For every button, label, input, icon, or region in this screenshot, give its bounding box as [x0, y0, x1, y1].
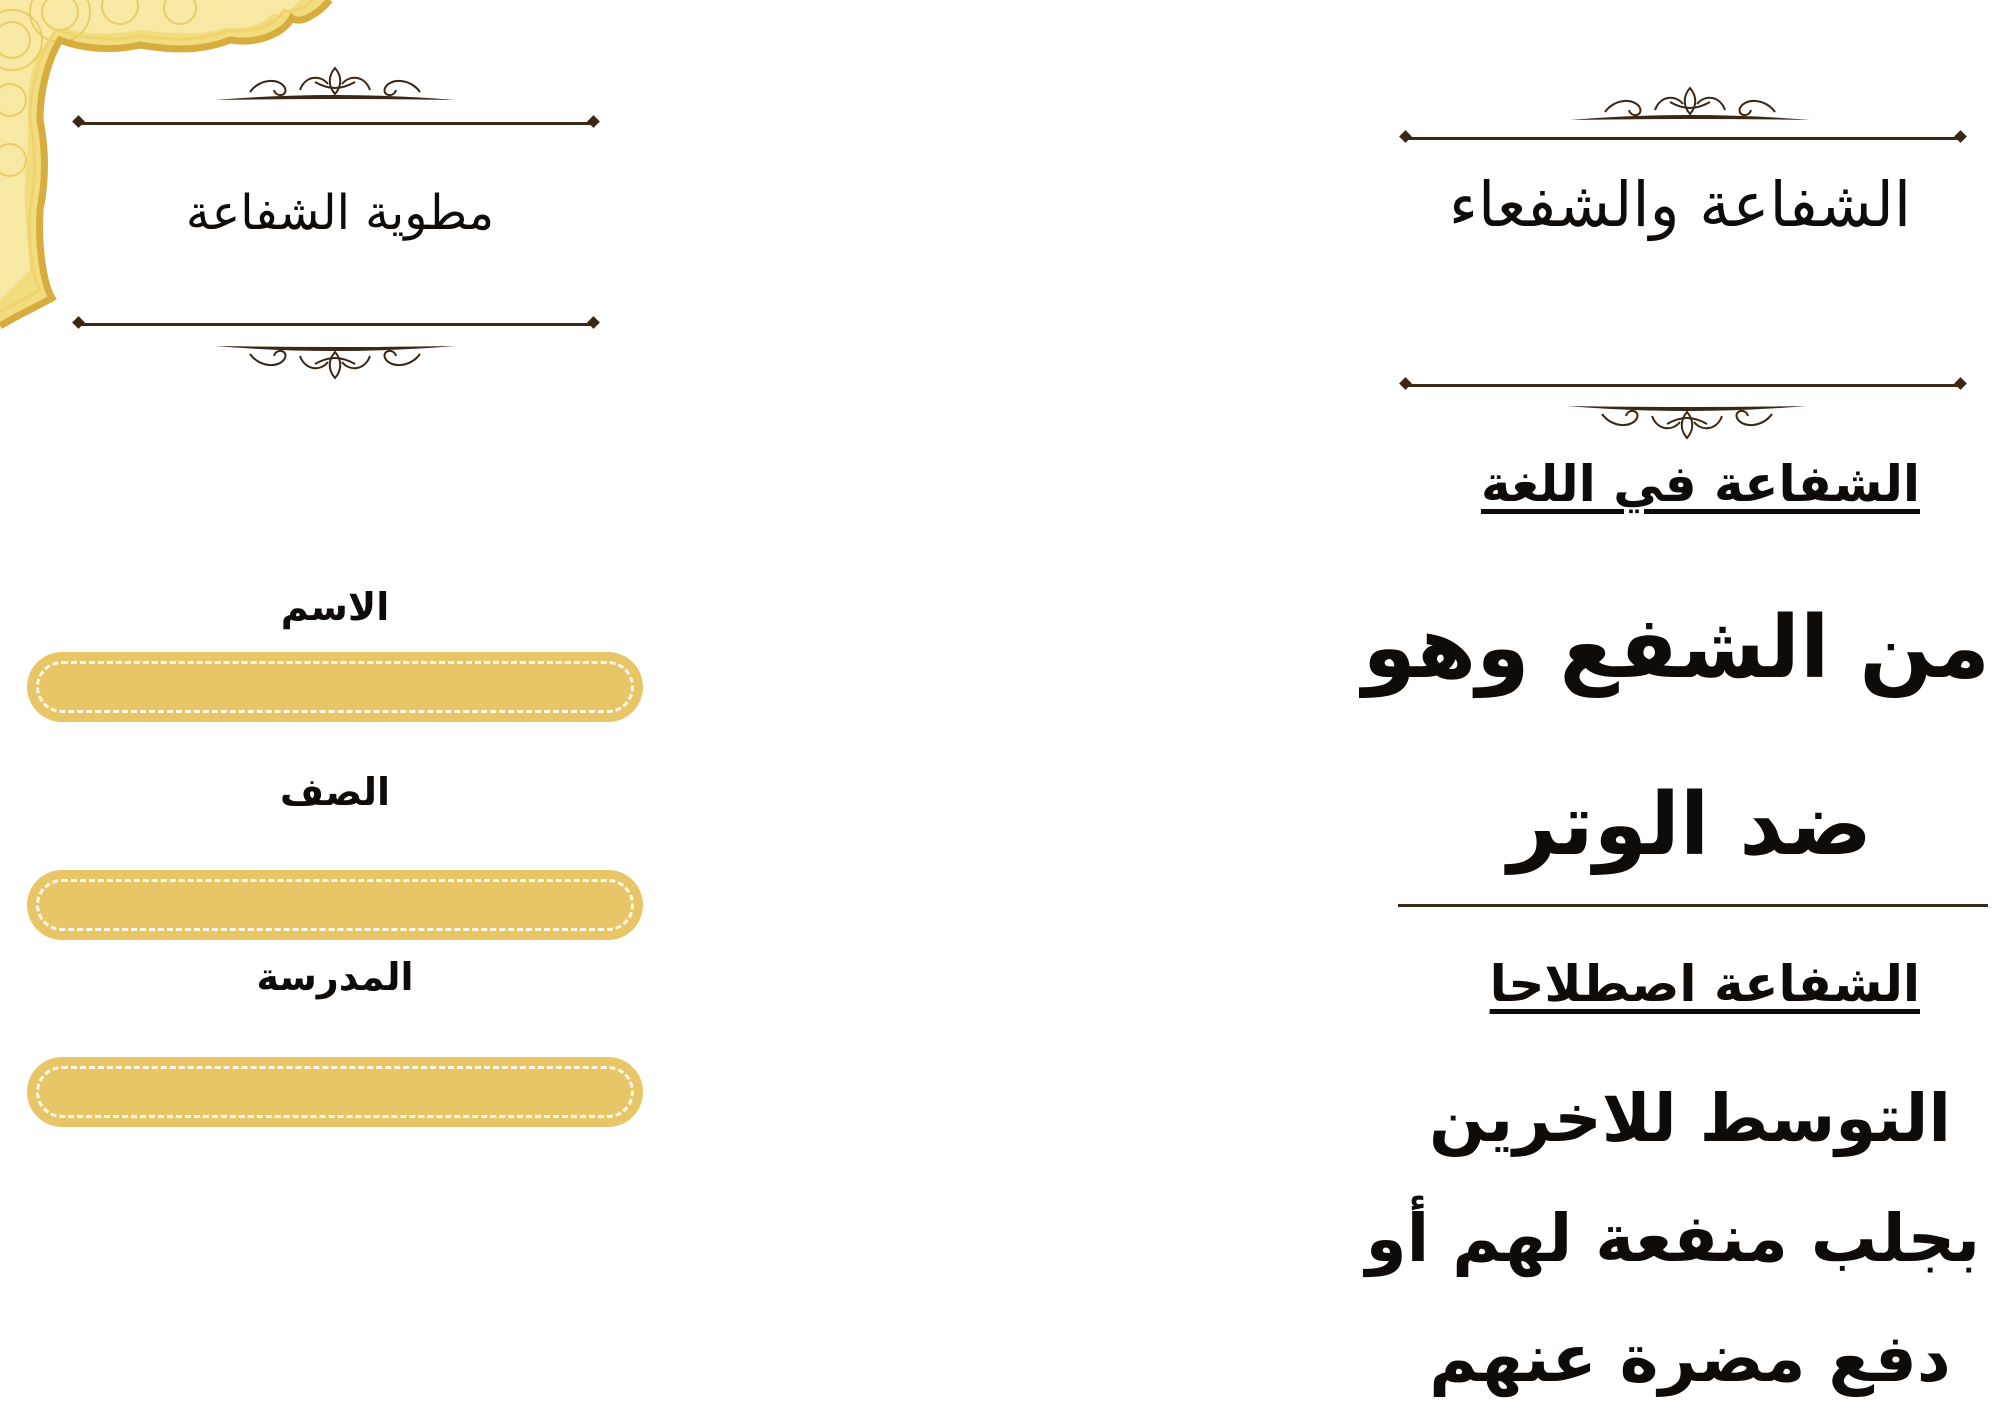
term-body-line-1: التوسط للاخرين: [1429, 1080, 1951, 1157]
school-field[interactable]: [27, 1057, 643, 1127]
section-divider: [1398, 904, 1988, 907]
cover-bottom-rule: [78, 323, 594, 326]
panel-top-rule: [1405, 137, 1961, 140]
term-body-line-2: بجلب منفعة لهم أو: [1365, 1200, 1980, 1277]
class-field[interactable]: [27, 870, 643, 940]
panel-bottom-flourish-ornament: [1562, 396, 1812, 446]
gold-corner-ornament: [0, 0, 340, 340]
cover-top-rule: [78, 122, 594, 125]
lang-heading: الشفاعة في اللغة: [1480, 455, 1920, 513]
school-field-label: المدرسة: [256, 955, 414, 999]
name-field-label: الاسم: [280, 585, 390, 629]
class-field-label: الصف: [280, 770, 390, 814]
term-body-line-3: دفع مضرة عنهم: [1429, 1320, 1951, 1397]
top-flourish-ornament: [210, 60, 460, 110]
panel-bottom-rule: [1405, 384, 1961, 387]
lang-body-line-1: من الشفع وهو: [1362, 598, 1990, 698]
name-field[interactable]: [27, 652, 643, 722]
panel-title: الشفاعة والشفعاء: [1448, 168, 1912, 241]
lang-body-line-2: ضد الوتر: [1507, 775, 1873, 875]
cover-title: مطوية الشفاعة: [185, 185, 495, 241]
panel-top-flourish-ornament: [1565, 80, 1815, 130]
term-heading: الشفاعة اصطلاحا: [1489, 955, 1920, 1013]
bottom-flourish-ornament: [210, 336, 460, 386]
